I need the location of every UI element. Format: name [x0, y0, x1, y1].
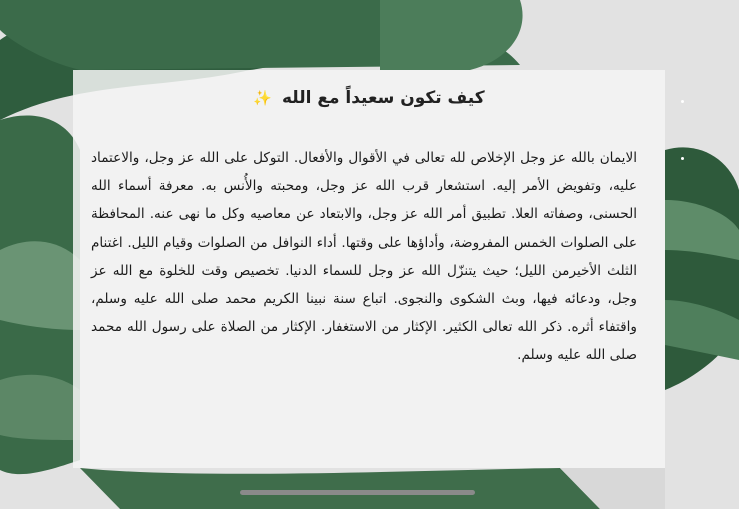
post-title [73, 88, 665, 108]
decorative-dot [681, 157, 684, 160]
post-body: الايمان بالله عز وجل الإخلاص لله تعالى في الأقوال والأفعال. التوكل على الله عز وجل، والاعتماد عليه، وتفويض الأمر إليه. استشعار قرب الله عز وجل، ومحبته والأُنس به. معرفة أسماء الله الحسنى، وصفاته العلا. تطبيق أمر الله عز وجل، والابتعاد عن معاصيه وكل ما نهى عنه. المحافظة على الصلوات الخمس المفروضة، وأداؤها على وقتها. أداء النوافل من الصلوات وقيام الليل. اغتنام الثلث الأخيرمن الليل؛ حيث يتنزّل الله عز وجل للسماء الدنيا. تخصيص وقت للخلوة مع الله عز وجل، ودعائه فيها، وبث الشكوى والنجوى. اتباع سنة نبينا الكريم محمد صلى الله عليه وسلم، واقتفاء أثره. ذكر الله تعالى الكثير. الإكثار من الاستغفار. الإكثار من الصلاة على رسول الله محمد صلى الله عليه وسلم. [91, 150, 637, 364]
decorative-dot [681, 100, 684, 103]
leaf-bottom [80, 468, 600, 509]
home-indicator[interactable] [240, 490, 475, 495]
sparkle-icon: ✨ [253, 89, 273, 107]
content-card [73, 70, 665, 468]
post-title-text: كيف تكون سعيداً مع الله [281, 88, 485, 108]
